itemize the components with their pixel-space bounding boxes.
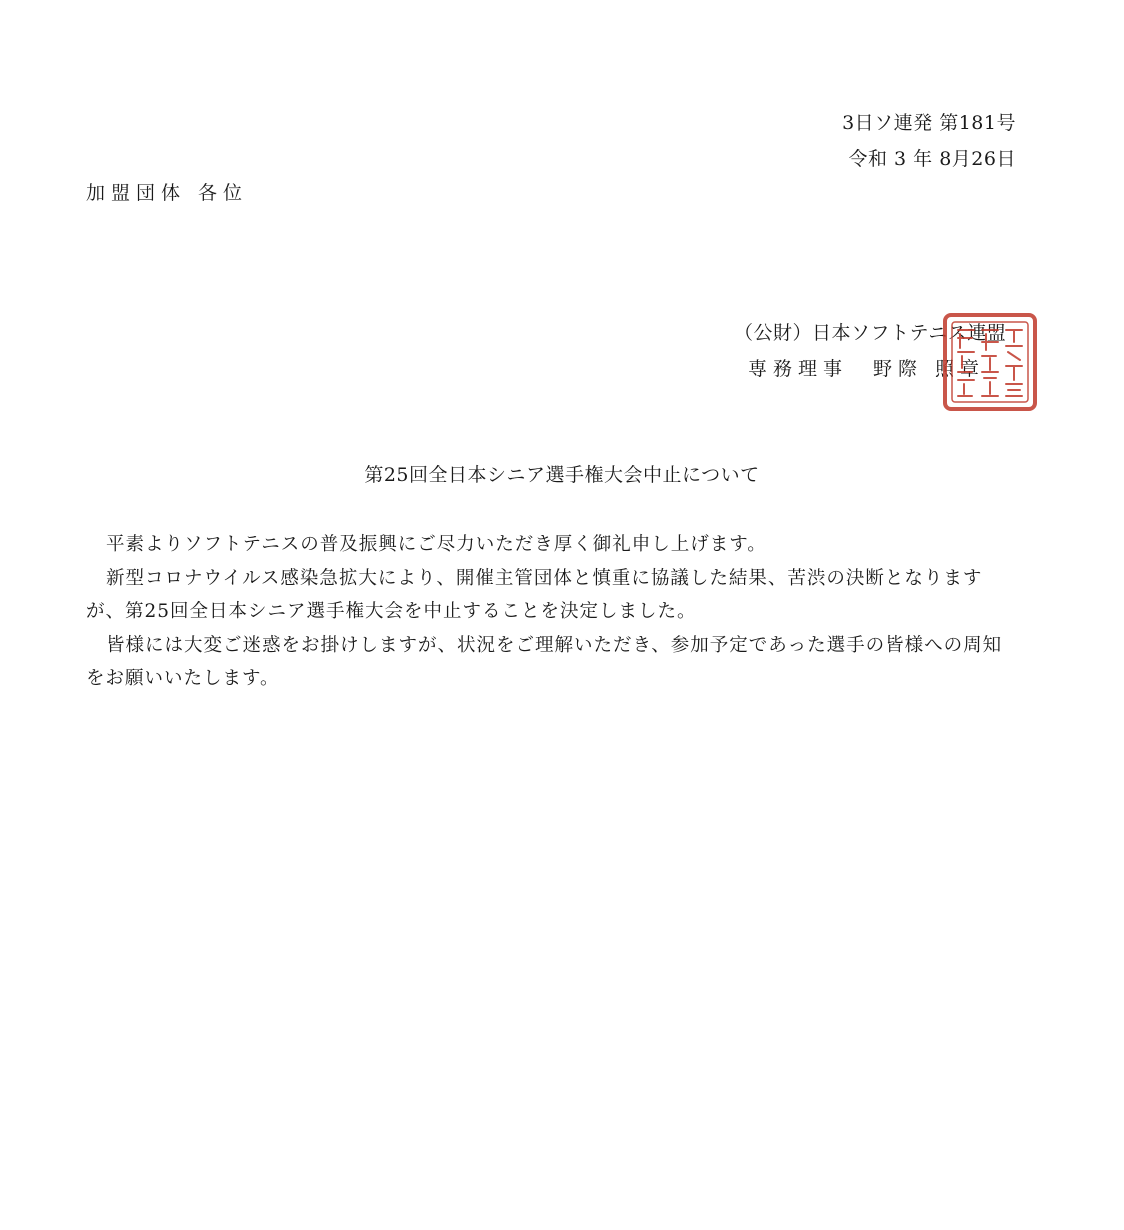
sender-organization: （公財）日本ソフトテニス連盟 [734,322,1007,344]
body-paragraph-2-line-2: が、第25回全日本シニア選手権大会を中止することを決定しました。 [86,601,697,622]
document-reference [842,108,1016,174]
document-body [86,528,1046,696]
reference-number: 3日ソ連発 第181号 [842,112,1016,134]
body-paragraph-1: 平素よりソフトテニスの普及振興にご尽力いただき厚く御礼申し上げます。 [106,534,767,555]
body-paragraph-2-line-1: 新型コロナウイルス感染急拡大により、開催主管団体と慎重に協議した結果、苦渋の決断となります [106,567,983,589]
official-seal-icon [942,312,1038,412]
document-subject: 第25回全日本シニア選手権大会中止について [364,464,760,486]
document-date: 令和 3 年 8月26日 [848,148,1016,170]
sender-title-name: 専務理事 野際 照章 [748,358,986,380]
addressee: 加盟団体 各位 [86,182,249,204]
body-paragraph-3-line-2: をお願いいたします。 [86,668,280,689]
body-paragraph-3-line-1: 皆様には大変ご迷惑をお掛けしますが、状況をご理解いただき、参加予定であった選手の皆様への周知 [106,634,1003,656]
